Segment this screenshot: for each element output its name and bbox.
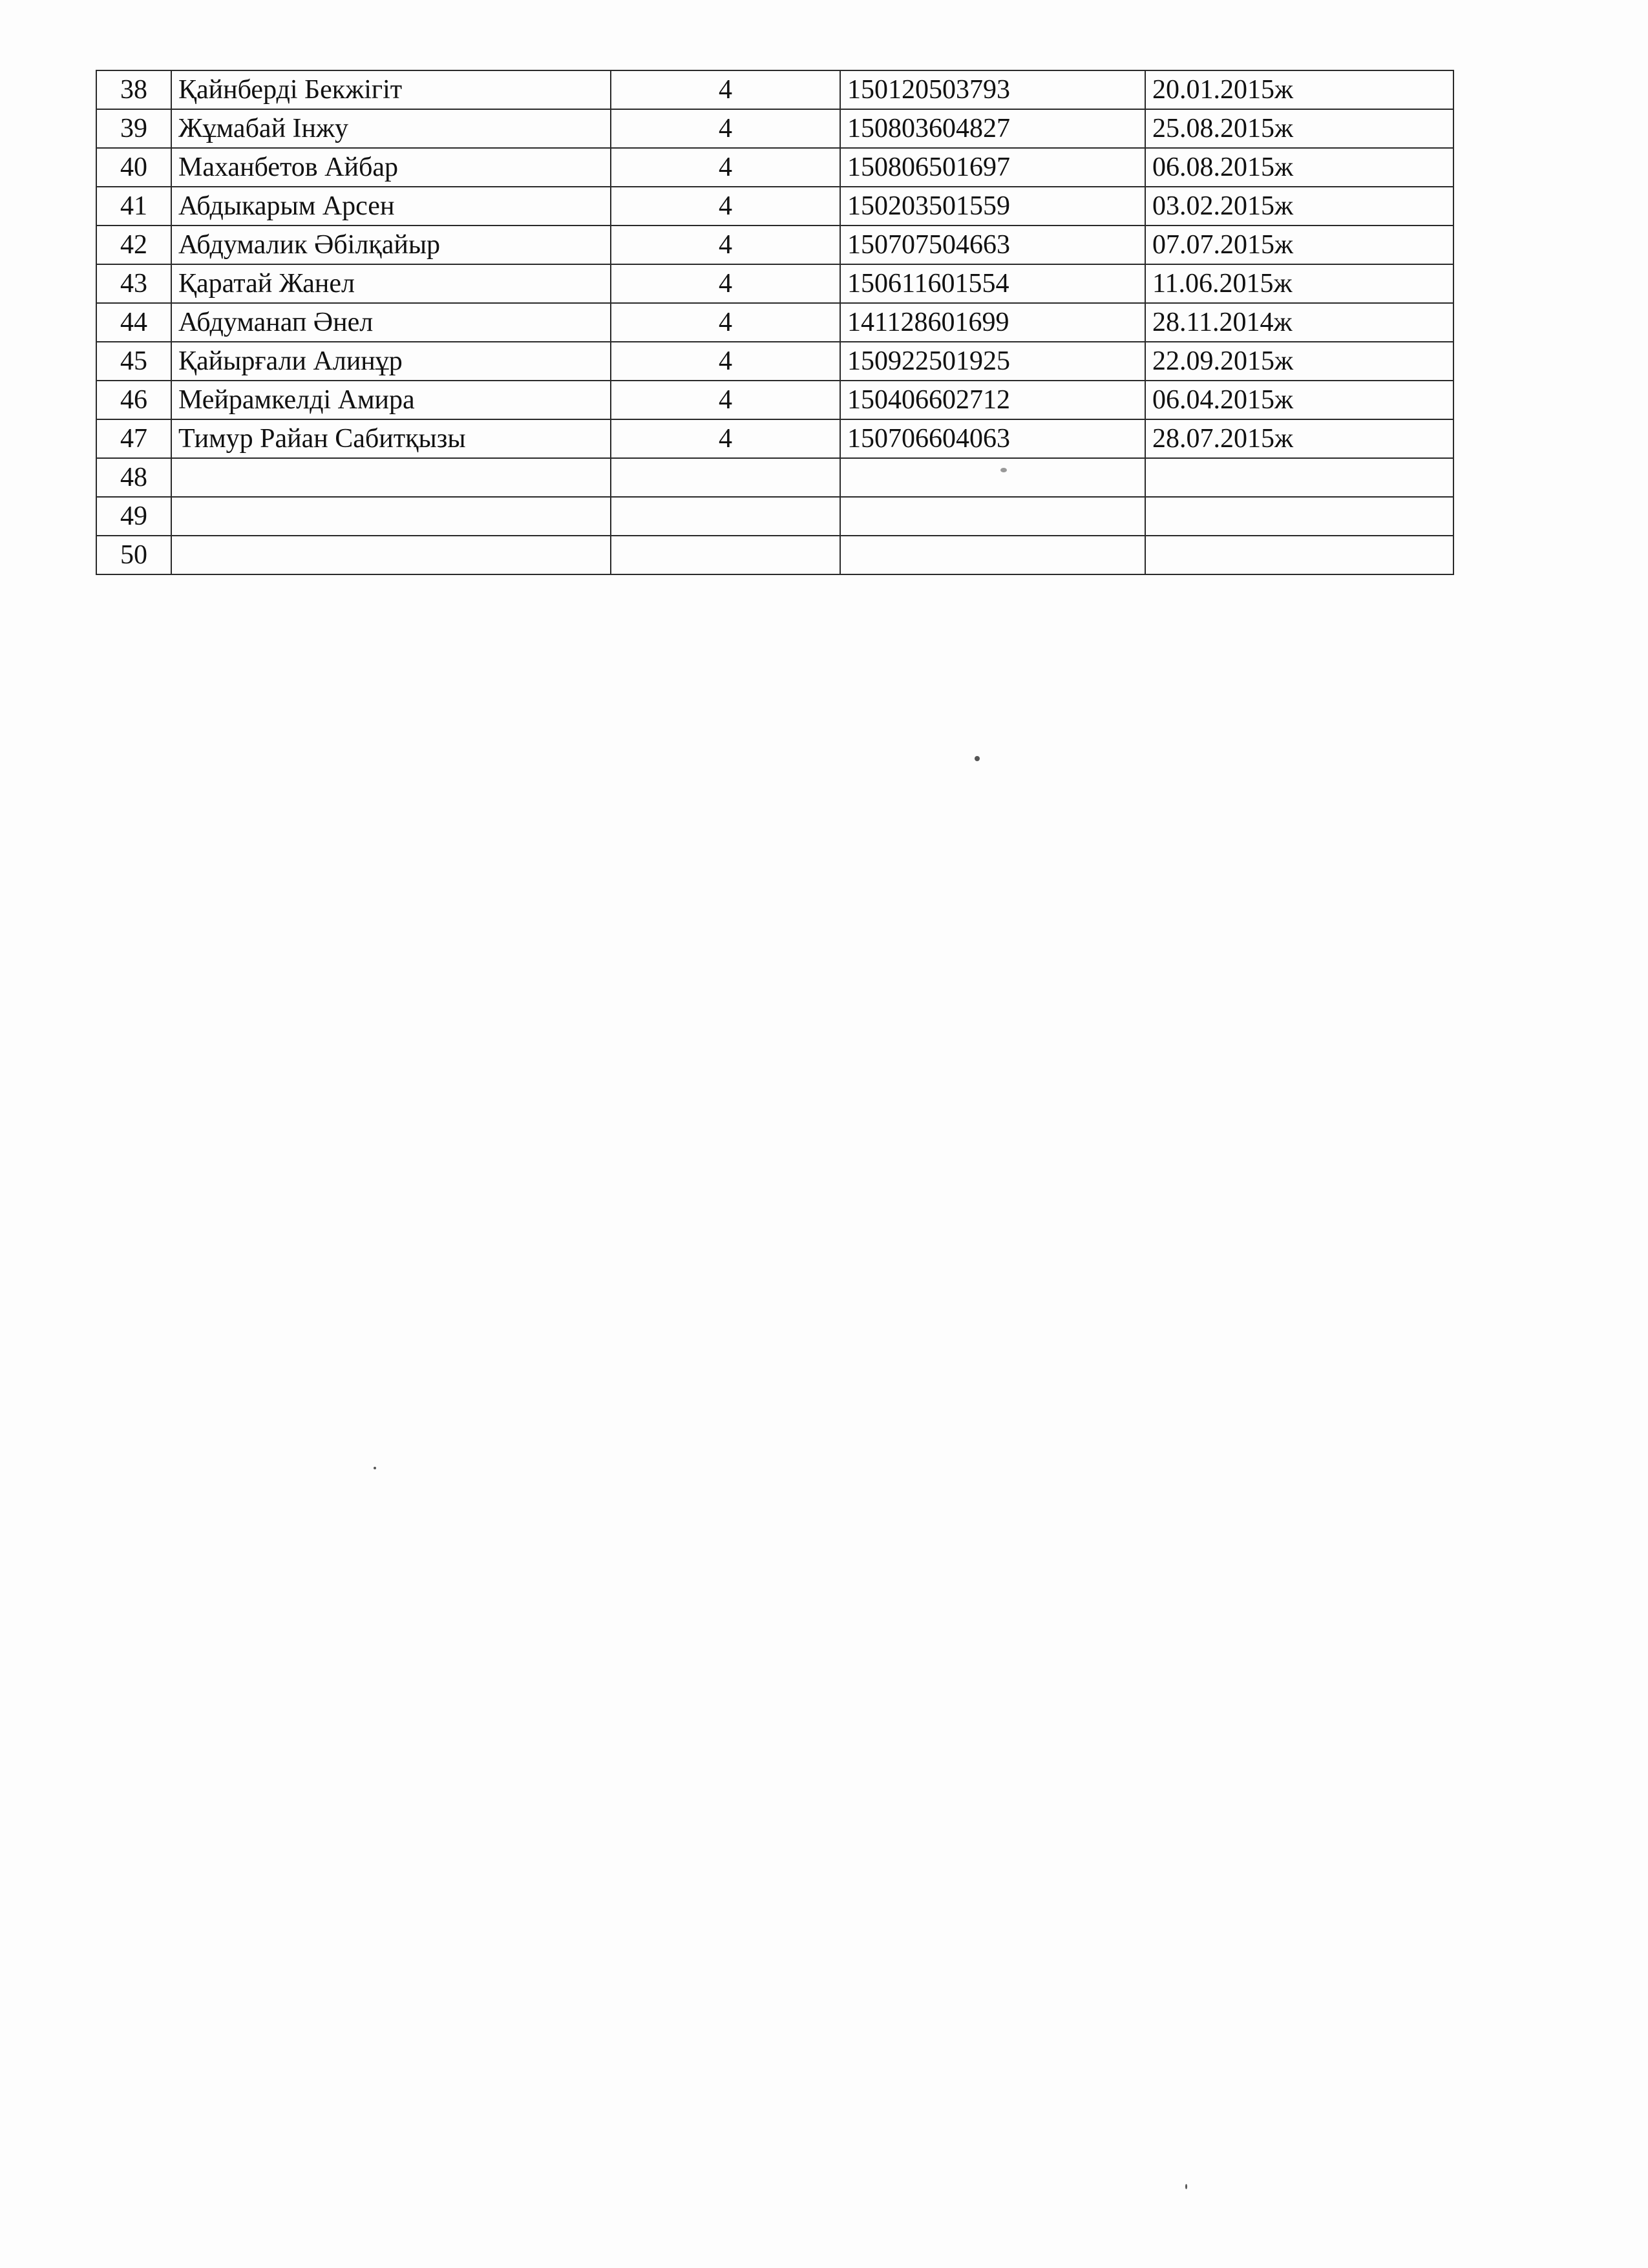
row-number-cell: 50 — [96, 536, 171, 574]
birth-date-cell: 25.08.2015ж — [1145, 109, 1453, 148]
grade-cell: 4 — [611, 419, 840, 458]
row-number-cell: 39 — [96, 109, 171, 148]
student-name-cell: Мейрамкелді Амира — [171, 381, 611, 419]
row-number-cell: 40 — [96, 148, 171, 187]
row-number-cell: 46 — [96, 381, 171, 419]
row-number-cell: 44 — [96, 303, 171, 342]
row-number-cell: 41 — [96, 187, 171, 226]
iin-cell — [840, 536, 1145, 574]
iin-cell: 150707504663 — [840, 226, 1145, 264]
iin-cell: 150203501559 — [840, 187, 1145, 226]
scan-speck — [975, 756, 980, 761]
row-number-cell: 42 — [96, 226, 171, 264]
iin-cell: 150120503793 — [840, 70, 1145, 109]
row-number-cell: 45 — [96, 342, 171, 381]
grade-cell: 4 — [611, 303, 840, 342]
scan-speck — [1000, 468, 1007, 472]
iin-cell: 150706604063 — [840, 419, 1145, 458]
birth-date-cell: 07.07.2015ж — [1145, 226, 1453, 264]
student-name-cell: Абдыкарым Арсен — [171, 187, 611, 226]
birth-date-cell: 22.09.2015ж — [1145, 342, 1453, 381]
student-name-cell: Тимур Райан Сабитқызы — [171, 419, 611, 458]
birth-date-cell: 20.01.2015ж — [1145, 70, 1453, 109]
table-row — [96, 419, 1453, 458]
table-row — [96, 497, 1453, 536]
grade-cell: 4 — [611, 264, 840, 303]
birth-date-cell: 28.11.2014ж — [1145, 303, 1453, 342]
birth-date-cell — [1145, 458, 1453, 497]
table-row — [96, 342, 1453, 381]
iin-cell: 150406602712 — [840, 381, 1145, 419]
table-row — [96, 458, 1453, 497]
table-row — [96, 187, 1453, 226]
student-name-cell: Абдуманап Әнел — [171, 303, 611, 342]
table-row — [96, 70, 1453, 109]
table-row — [96, 109, 1453, 148]
student-list-table — [96, 70, 1454, 575]
student-name-cell: Қайнберді Бекжігіт — [171, 70, 611, 109]
table-row — [96, 148, 1453, 187]
grade-cell: 4 — [611, 187, 840, 226]
table-row — [96, 536, 1453, 574]
row-number-cell: 47 — [96, 419, 171, 458]
birth-date-cell — [1145, 497, 1453, 536]
table-body — [96, 70, 1453, 574]
student-name-cell: Қаратай Жанел — [171, 264, 611, 303]
row-number-cell: 49 — [96, 497, 171, 536]
grade-cell — [611, 497, 840, 536]
row-number-cell: 43 — [96, 264, 171, 303]
scan-speck — [374, 1467, 376, 1469]
grade-cell: 4 — [611, 70, 840, 109]
student-name-cell — [171, 536, 611, 574]
birth-date-cell: 03.02.2015ж — [1145, 187, 1453, 226]
grade-cell: 4 — [611, 148, 840, 187]
row-number-cell: 48 — [96, 458, 171, 497]
birth-date-cell: 06.08.2015ж — [1145, 148, 1453, 187]
student-name-cell: Жұмабай Інжу — [171, 109, 611, 148]
birth-date-cell: 11.06.2015ж — [1145, 264, 1453, 303]
iin-cell: 150803604827 — [840, 109, 1145, 148]
iin-cell: 150922501925 — [840, 342, 1145, 381]
iin-cell: 150611601554 — [840, 264, 1145, 303]
birth-date-cell: 28.07.2015ж — [1145, 419, 1453, 458]
grade-cell: 4 — [611, 381, 840, 419]
grade-cell — [611, 458, 840, 497]
student-name-cell: Абдумалик Әбілқайыр — [171, 226, 611, 264]
birth-date-cell: 06.04.2015ж — [1145, 381, 1453, 419]
scan-speck — [1185, 2184, 1187, 2189]
student-name-cell — [171, 497, 611, 536]
grade-cell: 4 — [611, 109, 840, 148]
birth-date-cell — [1145, 536, 1453, 574]
grade-cell: 4 — [611, 342, 840, 381]
student-name-cell — [171, 458, 611, 497]
grade-cell — [611, 536, 840, 574]
table-row — [96, 303, 1453, 342]
table-row — [96, 226, 1453, 264]
row-number-cell: 38 — [96, 70, 171, 109]
iin-cell: 150806501697 — [840, 148, 1145, 187]
table-row — [96, 264, 1453, 303]
grade-cell: 4 — [611, 226, 840, 264]
student-name-cell: Қайырғали Алинұр — [171, 342, 611, 381]
table-row — [96, 381, 1453, 419]
iin-cell — [840, 458, 1145, 497]
student-name-cell: Маханбетов Айбар — [171, 148, 611, 187]
iin-cell — [840, 497, 1145, 536]
iin-cell: 141128601699 — [840, 303, 1145, 342]
